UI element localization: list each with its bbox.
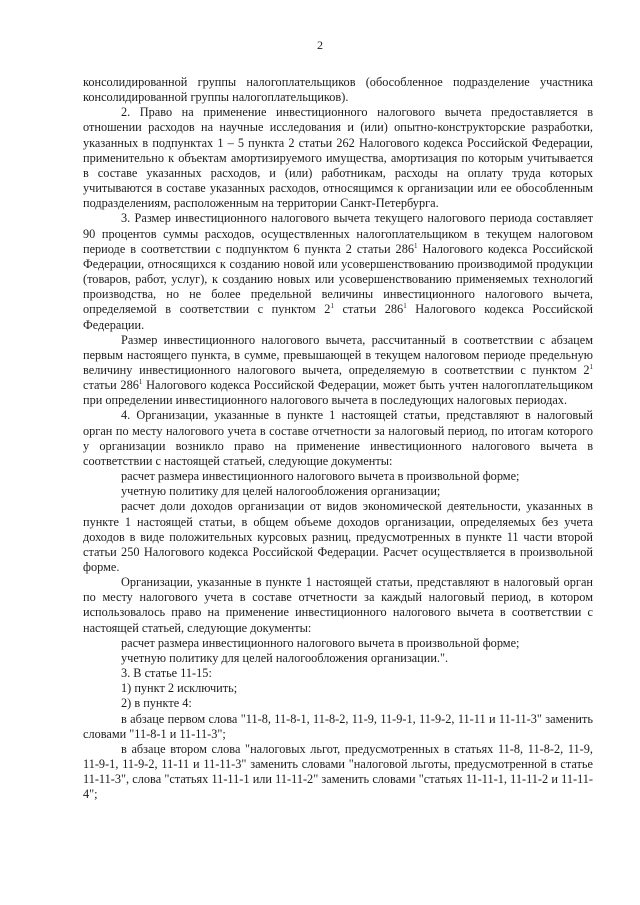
paragraph-text: в абзаце первом слова "11-8, 11-8-1, 11-8-2, 11-9, 11-9-1, 11-9-2, 11-11 и 11-11-3" заменить словами "11-8-1 и 11-11-3"; xyxy=(83,711,593,741)
superscript: 1 xyxy=(138,378,143,387)
paragraph-text: статьи 286 xyxy=(83,378,139,393)
paragraph xyxy=(83,666,593,681)
paragraph-text: Налогового кодекса Российской Федерации, может быть учтен налогоплательщиком при определении инвестиционного налогового вычета в последующих налоговых периодах. xyxy=(83,378,593,408)
paragraph xyxy=(83,651,593,666)
paragraph xyxy=(83,105,593,211)
paragraph xyxy=(83,712,593,742)
paragraph-text: 2) в пункте 4: xyxy=(121,696,192,711)
paragraph-text: учетную политику для целей налогообложения организации; xyxy=(121,484,441,499)
paragraph-text: 4. Организации, указанные в пункте 1 настоящей статьи, представляют в налоговый орган по месту налогового учета в составе отчетности за налоговый период, по итогам которого у организации возникло право на применение инвестиционного налогового вычета в соответствии с настоящей статьей, следующие документы: xyxy=(83,408,593,468)
paragraph-text: Размер инвестиционного налогового вычета, рассчитанный в соответствии с абзацем первым настоящего пункта, в сумме, превышающей в текущем налоговом периоде предельную величину инвестиционного налогового вычета, определяемую в соответствии с пунктом 2 xyxy=(83,332,593,377)
paragraph xyxy=(83,484,593,499)
paragraph-text: 3. В статье 11-15: xyxy=(121,666,212,681)
paragraph xyxy=(83,408,593,469)
superscript: 1 xyxy=(589,362,593,371)
superscript: 1 xyxy=(403,302,407,311)
paragraph-text: расчет размера инвестиционного налогового вычета в произвольной форме; xyxy=(121,469,520,484)
paragraph xyxy=(83,636,593,651)
superscript: 1 xyxy=(330,302,334,311)
paragraph-text: статьи 286 xyxy=(333,302,404,317)
paragraph xyxy=(83,575,593,636)
paragraph-text: Налогового кодекса Российской Федерации, относящихся к созданию новой или усовершенствованию производимой продукции (товаров, работ, услуг), к созданию новых или усовершенствованию применяемых технологий производства, но не более предельной величины инвестиционного налогового вычета, определяемой в соответствии с пунктом 2 xyxy=(83,241,593,317)
paragraph-text: 3. Размер инвестиционного налогового вычета текущего налогового периода составляет 90 процентов суммы расходов, осуществленных налогоплательщиком в текущем налоговом периоде в соответствии с подпунктом 6 пункта 2 статьи 286 xyxy=(83,211,593,256)
paragraph xyxy=(83,75,593,105)
paragraph xyxy=(83,469,593,484)
paragraph-text: расчет доли доходов организации от видов экономической деятельности, указанных в пункте 1 настоящей статьи, в общем объеме доходов организации, определяемых без учета доходов в виде положительных курсовых разниц, предусмотренных в пункте 11 части второй статьи 250 Налогового кодекса Российской Федерации. Расчет осуществляется в произвольной форме. xyxy=(83,499,593,574)
paragraph xyxy=(83,696,593,711)
paragraph-text: консолидированной группы налогоплательщиков (обособленное подразделение участника консолидированной группы налогоплательщиков). xyxy=(83,75,593,105)
paragraph-text: 1) пункт 2 исключить; xyxy=(121,681,238,696)
paragraph-text: учетную политику для целей налогообложения организации.". xyxy=(121,650,449,665)
paragraph xyxy=(83,333,593,409)
paragraph xyxy=(83,742,593,803)
paragraph xyxy=(83,499,593,575)
paragraph-text: расчет размера инвестиционного налогового вычета в произвольной форме; xyxy=(121,635,520,650)
paragraph xyxy=(83,681,593,696)
paragraph-text: Налогового кодекса Российской Федерации. xyxy=(83,302,593,332)
paragraph-text: в абзаце втором слова "налоговых льгот, предусмотренных в статьях 11-8, 11-8-2, 11-9, 11-9-1, 11-9-2, 11-11 и 11-11-3" заменить словами "налоговой льготы, предусмотренной в статье 11-11-3", слова "статьях 11-11-1 или 11-11-2" заменить словами "статьях 11-11-1, 11-11-2 и 11-11-4"; xyxy=(83,741,593,802)
document-body xyxy=(83,75,593,803)
paragraph-text: Организации, указанные в пункте 1 настоящей статьи, представляют в налоговый орган по месту налогового учета в составе отчетности за каждый налоговый период, в котором использовалось право на применение инвестиционного налогового вычета в соответствии с настоящей статьей, следующие документы: xyxy=(83,575,593,635)
paragraph xyxy=(83,211,593,332)
superscript: 1 xyxy=(414,241,418,250)
page-number: 2 xyxy=(317,38,323,52)
paragraph-text: 2. Право на применение инвестиционного налогового вычета предоставляется в отношении расходов на научные исследования и (или) опытно-конструкторские разработки, указанных в подпунктах 1 – 5 пункта 2 статьи 262 Налогового кодекса Российской Федерации, применительно к объектам амортизируемого имущества, амортизация по которым учитывается в составе указанных расходов, и (или) работникам, расходы на оплату труда которых учитываются в составе указанных расходов, относящимся к организации или ее обособленным подразделениям, расположенным на территории Санкт-Петербурга. xyxy=(83,105,593,211)
